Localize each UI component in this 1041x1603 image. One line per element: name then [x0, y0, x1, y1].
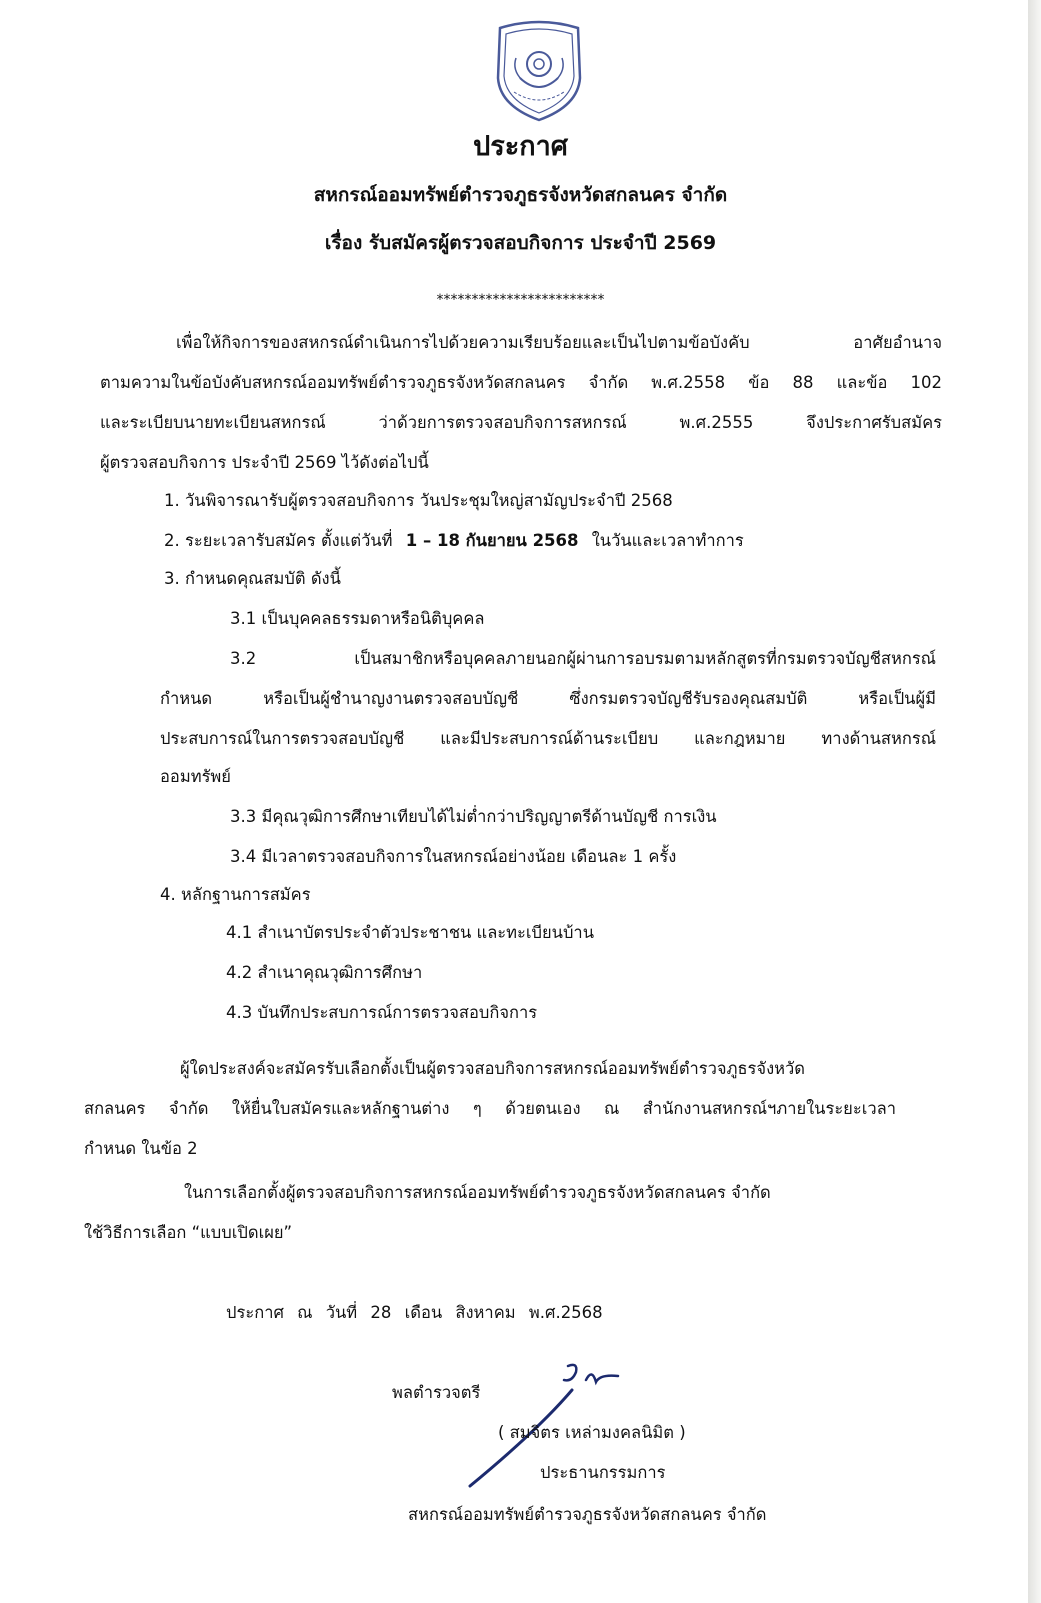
item-3-3: 3.3 มีคุณวุฒิการศึกษาเทียบได้ไม่ต่ำกว่าปริญญาตรีด้านบัญชี การเงิน — [230, 807, 717, 826]
intro-line-4: ผู้ตรวจสอบกิจการ ประจำปี 2569 ไว้ดังต่อไปนี้ — [100, 453, 429, 472]
item-2-prefix: 2. ระยะเวลารับสมัคร ตั้งแต่วันที่ — [164, 531, 393, 550]
item-4-1: 4.1 สำเนาบัตรประจำตัวประชาชน และทะเบียนบ้าน — [226, 923, 594, 942]
subject-line: เรื่อง รับสมัครผู้ตรวจสอบกิจการ ประจำปี 2569 — [324, 232, 717, 254]
intro-line-1: เพื่อให้กิจการของสหกรณ์ดำเนินการไปด้วยความเรียบร้อยและเป็นไปตามข้อบังคับ อาศัยอำนาจ — [176, 333, 942, 352]
item-3: 3. กำหนดคุณสมบัติ ดังนี้ — [164, 569, 341, 588]
item-3-4: 3.4 มีเวลาตรวจสอบกิจการในสหกรณ์อย่างน้อย เดือนละ 1 ครั้ง — [230, 847, 677, 866]
announcement-date: ประกาศ ณ วันที่ 28 เดือน สิงหาคม พ.ศ.2568 — [226, 1303, 603, 1322]
closing-p2-line-2: ใช้วิธีการเลือก “แบบเปิดเผย” — [84, 1223, 293, 1242]
item-2-suffix: ในวันและเวลาทำการ — [591, 531, 744, 550]
signer-name: ( สมจิตร เหล่ามงคลนิมิต ) — [498, 1423, 686, 1442]
page-edge — [1028, 0, 1041, 1603]
item-4: 4. หลักฐานการสมัคร — [160, 885, 311, 904]
organization-line: สหกรณ์ออมทรัพย์ตำรวจภูธรจังหวัดสกลนคร จำกัด — [313, 184, 728, 206]
intro-line-2: ตามความในข้อบังคับสหกรณ์ออมทรัพย์ตำรวจภูธรจังหวัดสกลนคร จำกัด พ.ศ.2558 ข้อ 88 และข้อ 102 — [100, 373, 942, 392]
signer-rank: พลตำรวจตรี — [392, 1383, 481, 1402]
intro-line-3: และระเบียบนายทะเบียนสหกรณ์ ว่าด้วยการตรวจสอบกิจการสหกรณ์ พ.ศ.2555 จึงประกาศรับสมัคร — [100, 413, 942, 432]
closing-p1-line-3: กำหนด ในข้อ 2 — [84, 1139, 198, 1158]
item-2 — [164, 528, 744, 554]
signer-organization: สหกรณ์ออมทรัพย์ตำรวจภูธรจังหวัดสกลนคร จำกัด — [408, 1505, 767, 1524]
item-2-dates: 1 – 18 กันยายน 2568 — [405, 531, 579, 550]
item-1: 1. วันพิจารณารับผู้ตรวจสอบกิจการ วันประชุมใหญ่สามัญประจำปี 2568 — [164, 491, 673, 510]
closing-p1-line-1: ผู้ใดประสงค์จะสมัครรับเลือกตั้งเป็นผู้ตรวจสอบกิจการสหกรณ์ออมทรัพย์ตำรวจภูธรจังหวัด — [180, 1059, 805, 1078]
closing-p2-line-1: ในการเลือกตั้งผู้ตรวจสอบกิจการสหกรณ์ออมทรัพย์ตำรวจภูธรจังหวัดสกลนคร จำกัด — [184, 1183, 771, 1202]
item-3-2-line-3: ประสบการณ์ในการตรวจสอบบัญชี และมีประสบการณ์ด้านระเบียบ และกฎหมาย ทางด้านสหกรณ์ — [160, 729, 936, 748]
cooperative-seal-icon — [490, 18, 588, 122]
item-3-1: 3.1 เป็นบุคคลธรรมดาหรือนิติบุคคล — [230, 609, 485, 628]
item-3-2-line-1: 3.2 เป็นสมาชิกหรือบุคคลภายนอกผู้ผ่านการอบรมตามหลักสูตรที่กรมตรวจบัญชีสหกรณ์ — [230, 649, 936, 668]
item-4-3: 4.3 บันทึกประสบการณ์การตรวจสอบกิจการ — [226, 1003, 538, 1022]
item-4-2: 4.2 สำเนาคุณวุฒิการศึกษา — [226, 963, 423, 982]
page-title: ประกาศ — [473, 131, 568, 162]
item-3-2-line-2: กำหนด หรือเป็นผู้ชำนาญงานตรวจสอบบัญชี ซึ่งกรมตรวจบัญชีรับรองคุณสมบัติ หรือเป็นผู้มี — [160, 689, 936, 708]
closing-p1-line-2: สกลนคร จำกัด ให้ยื่นใบสมัครและหลักฐานต่าง ๆ ด้วยตนเอง ณ สำนักงานสหกรณ์ฯภายในระยะเวลา — [84, 1099, 896, 1118]
item-3-2-line-4: ออมทรัพย์ — [160, 767, 231, 786]
signer-position: ประธานกรรมการ — [540, 1463, 666, 1482]
separator: ************************ — [436, 292, 605, 308]
